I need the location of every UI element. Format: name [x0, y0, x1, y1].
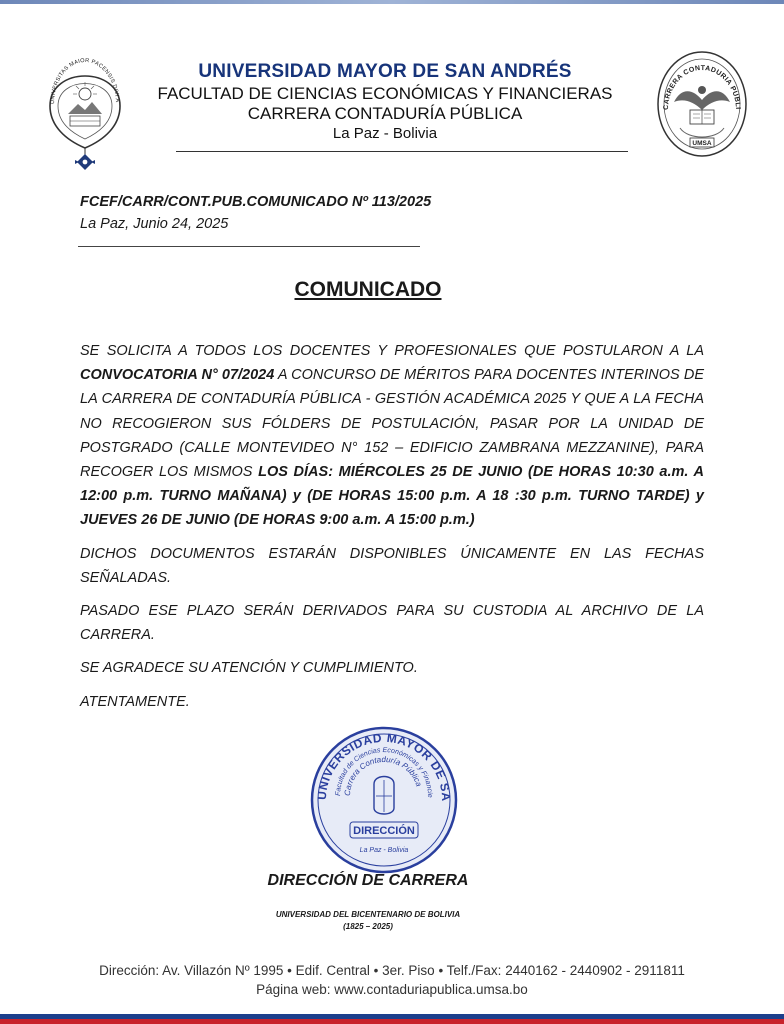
signature-title: DIRECCIÓN DE CARRERA: [267, 872, 469, 889]
city-name: La Paz - Bolivia: [332, 125, 438, 142]
letterhead: [130, 60, 640, 144]
bicentenary-years: (1825 – 2025): [343, 922, 393, 931]
seal-right-abbr: UMSA: [692, 140, 712, 147]
stamp-inner-text-2: Carrera Contaduría Pública: [342, 754, 424, 797]
contaduria-publica-seal-icon: [654, 46, 750, 158]
faculty-name: FACULTAD DE CIENCIAS ECONÓMICAS Y FINANCIERAS: [157, 84, 613, 103]
paragraph-archive: PASADO ESE PLAZO SERÁN DERIVADOS PARA SU CUSTODIA AL ARCHIVO DE LA CARRERA.: [80, 603, 704, 644]
memo-date: La Paz, Junio 24, 2025: [80, 216, 229, 232]
convocatoria-number: CONVOCATORIA N° 07/2024: [80, 367, 275, 384]
paragraph-availability: DICHOS DOCUMENTOS ESTARÁN DISPONIBLES ÚNICAMENTE EN LAS FECHAS SEÑALADAS.: [80, 545, 704, 586]
umsa-university-seal-icon: [46, 44, 124, 174]
stamp-label: DIRECCIÓN: [353, 825, 415, 837]
career-name: CARRERA CONTADURÍA PÚBLICA: [247, 104, 523, 123]
paragraph-request: [80, 339, 704, 533]
stamp-city: La Paz - Bolivia: [359, 847, 409, 854]
seal-left-text: UNIVERSITAS MAIOR PACENSIS DIVI A: [49, 57, 121, 105]
direccion-stamp-icon: [306, 724, 462, 876]
stamp-inner-text: Facultad de Ciencias Económicas y Financie: [334, 746, 434, 798]
stamp-outer-text: UNIVERSIDAD MAYOR DE SA: [314, 730, 454, 802]
request-text-2: A CONCURSO DE MÉRITOS PARA DOCENTES INTERINOS DE LA CARRERA DE CONTADURÍA PÚBLICA - GESTIÓN ACADÉMICA 2025 Y QUE A LA FECHA NO RECOGIERON SUS FÓLDERS DE POSTULACIÓN, PASAR POR LA UNIDAD DE POSTGRADO (CALLE MONTEVIDEO N° 152 – EDIFICIO ZAMBRANA MEZZANINE), PARA RECOGER LOS MISMOS: [80, 367, 704, 481]
seal-right-text: CARRERA CONTADURIA PUBLI: [662, 64, 742, 111]
document-title: COMUNICADO: [294, 278, 442, 301]
memo-body: [80, 339, 704, 714]
bicentenary-label: UNIVERSIDAD DEL BICENTENARIO DE BOLIVIA: [275, 910, 461, 919]
paragraph-closing: ATENTAMENTE.: [80, 693, 190, 710]
pickup-schedule: LOS DÍAS: MIÉRCOLES 25 DE JUNIO (DE HORAS 10:30 a.m. A 12:00 p.m. TURNO MAÑANA) y (DE HORAS 15:00 p.m. A 18 :30 p.m. TURNO TARDE) y JUEVES 26 DE JUNIO (DE HORAS 9:00 a.m. A 15:00 p.m.): [80, 464, 705, 529]
memo-reference: FCEF/CARR/CONT.PUB.COMUNICADO Nº 113/2025: [80, 194, 432, 210]
request-text-1: SE SOLICITA A TODOS LOS DOCENTES Y PROFESIONALES QUE POSTULARON A LA: [80, 343, 704, 359]
bottom-color-band: [0, 1014, 784, 1024]
header-divider: [176, 151, 628, 152]
footer-address: Dirección: Av. Villazón Nº 1995 • Edif. Central • 3er. Piso • Telf./Fax: 2440162 - 2440902 - 2911811: [99, 963, 685, 978]
footer-website: Página web: www.contaduriapublica.umsa.bo: [256, 982, 528, 997]
university-name: UNIVERSIDAD MAYOR DE SAN ANDRÉS: [198, 61, 572, 82]
paragraph-thanks: SE AGRADECE SU ATENCIÓN Y CUMPLIMIENTO.: [80, 660, 418, 677]
top-color-band: [0, 0, 784, 4]
reference-divider: [78, 246, 420, 247]
